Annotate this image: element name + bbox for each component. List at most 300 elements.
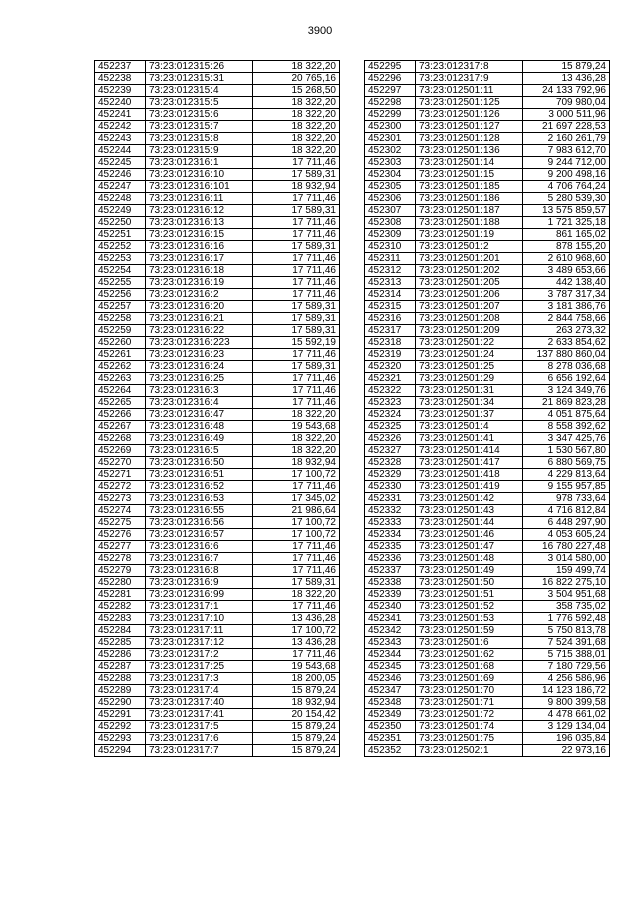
cadastral-value-cell: 4 229 813,64	[523, 469, 610, 481]
cadastral-value-cell: 6 448 297,90	[523, 517, 610, 529]
table-row	[95, 517, 340, 529]
cadastral-number-cell: 73:23:012501:6	[416, 637, 523, 649]
table-row	[365, 721, 610, 733]
table-row	[95, 469, 340, 481]
cadastral-value-cell: 137 880 860,04	[523, 349, 610, 361]
cadastral-value-cell: 17 711,46	[253, 157, 340, 169]
table-row	[95, 481, 340, 493]
cadastral-value-cell: 17 711,46	[253, 553, 340, 565]
cadastral-value-cell: 15 879,24	[523, 61, 610, 73]
cadastral-value-cell: 9 200 498,16	[523, 169, 610, 181]
cadastral-number-cell: 73:23:012501:125	[416, 97, 523, 109]
row-number-cell: 452261	[95, 349, 146, 361]
cadastral-number-cell: 73:23:012316:47	[146, 409, 253, 421]
table-row	[365, 109, 610, 121]
row-number-cell: 452286	[95, 649, 146, 661]
cadastral-number-cell: 73:23:012316:9	[146, 577, 253, 589]
cadastral-value-cell: 878 155,20	[523, 241, 610, 253]
register-table-left	[94, 60, 340, 757]
cadastral-number-cell: 73:23:012501:2	[416, 241, 523, 253]
cadastral-number-cell: 73:23:012316:55	[146, 505, 253, 517]
table-row	[95, 61, 340, 73]
table-row	[95, 121, 340, 133]
cadastral-value-cell: 3 000 511,96	[523, 109, 610, 121]
table-row	[95, 73, 340, 85]
row-number-cell: 452316	[365, 313, 416, 325]
row-number-cell: 452247	[95, 181, 146, 193]
cadastral-value-cell: 17 589,31	[253, 301, 340, 313]
row-number-cell: 452317	[365, 325, 416, 337]
cadastral-value-cell: 18 200,05	[253, 673, 340, 685]
cadastral-number-cell: 73:23:012316:10	[146, 169, 253, 181]
row-number-cell: 452345	[365, 661, 416, 673]
table-row	[365, 697, 610, 709]
table-row	[365, 493, 610, 505]
row-number-cell: 452319	[365, 349, 416, 361]
cadastral-value-cell: 17 711,46	[253, 229, 340, 241]
row-number-cell: 452284	[95, 625, 146, 637]
cadastral-value-cell: 18 322,20	[253, 145, 340, 157]
row-number-cell: 452348	[365, 697, 416, 709]
cadastral-number-cell: 73:23:012317:5	[146, 721, 253, 733]
row-number-cell: 452296	[365, 73, 416, 85]
cadastral-value-cell: 978 733,64	[523, 493, 610, 505]
table-row	[365, 421, 610, 433]
cadastral-value-cell: 263 273,32	[523, 325, 610, 337]
cadastral-value-cell: 5 750 813,78	[523, 625, 610, 637]
cadastral-value-cell: 21 697 228,53	[523, 121, 610, 133]
row-number-cell: 452245	[95, 157, 146, 169]
cadastral-number-cell: 73:23:012316:12	[146, 205, 253, 217]
table-row	[365, 457, 610, 469]
cadastral-number-cell: 73:23:012501:187	[416, 205, 523, 217]
cadastral-value-cell: 17 711,46	[253, 253, 340, 265]
row-number-cell: 452243	[95, 133, 146, 145]
cadastral-number-cell: 73:23:012501:41	[416, 433, 523, 445]
row-number-cell: 452279	[95, 565, 146, 577]
table-row	[365, 361, 610, 373]
cadastral-number-cell: 73:23:012501:49	[416, 565, 523, 577]
table-row	[95, 109, 340, 121]
row-number-cell: 452341	[365, 613, 416, 625]
cadastral-number-cell: 73:23:012501:53	[416, 613, 523, 625]
cadastral-value-cell: 13 436,28	[253, 613, 340, 625]
row-number-cell: 452251	[95, 229, 146, 241]
row-number-cell: 452333	[365, 517, 416, 529]
table-row	[95, 709, 340, 721]
cadastral-value-cell: 17 711,46	[253, 385, 340, 397]
row-number-cell: 452347	[365, 685, 416, 697]
cadastral-number-cell: 73:23:012317:12	[146, 637, 253, 649]
table-row	[95, 673, 340, 685]
cadastral-number-cell: 73:23:012316:11	[146, 193, 253, 205]
table-row	[365, 529, 610, 541]
cadastral-value-cell: 709 980,04	[523, 97, 610, 109]
table-row	[365, 193, 610, 205]
row-number-cell: 452332	[365, 505, 416, 517]
table-row	[95, 85, 340, 97]
row-number-cell: 452311	[365, 253, 416, 265]
table-row	[365, 73, 610, 85]
cadastral-number-cell: 73:23:012317:11	[146, 625, 253, 637]
row-number-cell: 452351	[365, 733, 416, 745]
cadastral-number-cell: 73:23:012316:13	[146, 217, 253, 229]
cadastral-value-cell: 20 765,16	[253, 73, 340, 85]
cadastral-value-cell: 2 844 758,66	[523, 313, 610, 325]
cadastral-number-cell: 73:23:012315:4	[146, 85, 253, 97]
cadastral-number-cell: 73:23:012501:209	[416, 325, 523, 337]
table-row	[95, 241, 340, 253]
table-row	[95, 745, 340, 757]
row-number-cell: 452336	[365, 553, 416, 565]
cadastral-number-cell: 73:23:012501:19	[416, 229, 523, 241]
row-number-cell: 452315	[365, 301, 416, 313]
cadastral-value-cell: 4 053 605,24	[523, 529, 610, 541]
table-row	[95, 277, 340, 289]
table-row	[95, 721, 340, 733]
row-number-cell: 452246	[95, 169, 146, 181]
cadastral-value-cell: 3 129 134,04	[523, 721, 610, 733]
cadastral-number-cell: 73:23:012501:136	[416, 145, 523, 157]
cadastral-value-cell: 4 706 764,24	[523, 181, 610, 193]
cadastral-number-cell: 73:23:012501:201	[416, 253, 523, 265]
table-row	[365, 445, 610, 457]
table-row	[365, 301, 610, 313]
row-number-cell: 452304	[365, 169, 416, 181]
cadastral-number-cell: 73:23:012316:48	[146, 421, 253, 433]
cadastral-number-cell: 73:23:012501:29	[416, 373, 523, 385]
cadastral-number-cell: 73:23:012317:40	[146, 697, 253, 709]
row-number-cell: 452248	[95, 193, 146, 205]
row-number-cell: 452323	[365, 397, 416, 409]
table-row	[365, 337, 610, 349]
cadastral-value-cell: 3 489 653,66	[523, 265, 610, 277]
row-number-cell: 452280	[95, 577, 146, 589]
cadastral-number-cell: 73:23:012316:15	[146, 229, 253, 241]
cadastral-number-cell: 73:23:012501:24	[416, 349, 523, 361]
cadastral-number-cell: 73:23:012501:70	[416, 685, 523, 697]
table-row	[365, 745, 610, 757]
table-row	[95, 193, 340, 205]
cadastral-number-cell: 73:23:012501:418	[416, 469, 523, 481]
table-row	[365, 637, 610, 649]
page-number: 3900	[307, 25, 333, 37]
cadastral-number-cell: 73:23:012316:25	[146, 373, 253, 385]
cadastral-value-cell: 442 138,40	[523, 277, 610, 289]
row-number-cell: 452338	[365, 577, 416, 589]
row-number-cell: 452260	[95, 337, 146, 349]
cadastral-number-cell: 73:23:012501:207	[416, 301, 523, 313]
cadastral-value-cell: 17 711,46	[253, 481, 340, 493]
table-row	[95, 625, 340, 637]
cadastral-value-cell: 2 610 968,60	[523, 253, 610, 265]
cadastral-number-cell: 73:23:012501:71	[416, 697, 523, 709]
table-row	[365, 661, 610, 673]
cadastral-number-cell: 73:23:012501:206	[416, 289, 523, 301]
cadastral-value-cell: 3 124 349,76	[523, 385, 610, 397]
row-number-cell: 452237	[95, 61, 146, 73]
cadastral-value-cell: 18 322,20	[253, 133, 340, 145]
row-number-cell: 452249	[95, 205, 146, 217]
cadastral-number-cell: 73:23:012501:25	[416, 361, 523, 373]
cadastral-value-cell: 5 715 388,01	[523, 649, 610, 661]
row-number-cell: 452252	[95, 241, 146, 253]
table-row	[95, 649, 340, 661]
row-number-cell: 452322	[365, 385, 416, 397]
table-row	[95, 217, 340, 229]
row-number-cell: 452314	[365, 289, 416, 301]
row-number-cell: 452329	[365, 469, 416, 481]
row-number-cell: 452263	[95, 373, 146, 385]
row-number-cell: 452346	[365, 673, 416, 685]
row-number-cell: 452328	[365, 457, 416, 469]
cadastral-value-cell: 3 504 951,68	[523, 589, 610, 601]
table-row	[365, 313, 610, 325]
cadastral-value-cell: 17 589,31	[253, 313, 340, 325]
cadastral-value-cell: 7 524 391,68	[523, 637, 610, 649]
row-number-cell: 452238	[95, 73, 146, 85]
cadastral-number-cell: 73:23:012316:49	[146, 433, 253, 445]
row-number-cell: 452327	[365, 445, 416, 457]
row-number-cell: 452340	[365, 601, 416, 613]
row-number-cell: 452312	[365, 265, 416, 277]
cadastral-number-cell: 73:23:012501:50	[416, 577, 523, 589]
cadastral-value-cell: 8 558 392,62	[523, 421, 610, 433]
cadastral-number-cell: 73:23:012316:23	[146, 349, 253, 361]
table-row	[365, 481, 610, 493]
row-number-cell: 452297	[365, 85, 416, 97]
cadastral-number-cell: 73:23:012316:57	[146, 529, 253, 541]
table-row	[365, 553, 610, 565]
row-number-cell: 452264	[95, 385, 146, 397]
cadastral-value-cell: 15 879,24	[253, 721, 340, 733]
cadastral-number-cell: 73:23:012316:101	[146, 181, 253, 193]
cadastral-value-cell: 159 499,74	[523, 565, 610, 577]
cadastral-number-cell: 73:23:012316:17	[146, 253, 253, 265]
table-row	[365, 289, 610, 301]
row-number-cell: 452301	[365, 133, 416, 145]
cadastral-value-cell: 17 711,46	[253, 541, 340, 553]
cadastral-value-cell: 17 711,46	[253, 565, 340, 577]
cadastral-value-cell: 7 180 729,56	[523, 661, 610, 673]
row-number-cell: 452302	[365, 145, 416, 157]
row-number-cell: 452300	[365, 121, 416, 133]
row-number-cell: 452325	[365, 421, 416, 433]
row-number-cell: 452290	[95, 697, 146, 709]
cadastral-number-cell: 73:23:012501:126	[416, 109, 523, 121]
table-row	[95, 145, 340, 157]
cadastral-value-cell: 15 879,24	[253, 733, 340, 745]
row-number-cell: 452343	[365, 637, 416, 649]
table-row	[365, 157, 610, 169]
row-number-cell: 452266	[95, 409, 146, 421]
row-number-cell: 452258	[95, 313, 146, 325]
cadastral-number-cell: 73:23:012317:9	[416, 73, 523, 85]
table-row	[365, 61, 610, 73]
table-row	[365, 505, 610, 517]
cadastral-number-cell: 73:23:012316:19	[146, 277, 253, 289]
table-row	[365, 325, 610, 337]
row-number-cell: 452239	[95, 85, 146, 97]
cadastral-number-cell: 73:23:012317:2	[146, 649, 253, 661]
row-number-cell: 452282	[95, 601, 146, 613]
table-row	[365, 265, 610, 277]
cadastral-number-cell: 73:23:012316:21	[146, 313, 253, 325]
cadastral-value-cell: 15 592,19	[253, 337, 340, 349]
cadastral-value-cell: 18 932,94	[253, 181, 340, 193]
cadastral-value-cell: 17 100,72	[253, 529, 340, 541]
cadastral-number-cell: 73:23:012315:6	[146, 109, 253, 121]
cadastral-value-cell: 18 932,94	[253, 697, 340, 709]
row-number-cell: 452250	[95, 217, 146, 229]
table-row	[365, 541, 610, 553]
cadastral-number-cell: 73:23:012501:51	[416, 589, 523, 601]
row-number-cell: 452283	[95, 613, 146, 625]
table-row	[365, 217, 610, 229]
table-row	[95, 433, 340, 445]
row-number-cell: 452293	[95, 733, 146, 745]
row-number-cell: 452298	[365, 97, 416, 109]
table-row	[365, 733, 610, 745]
row-number-cell: 452262	[95, 361, 146, 373]
cadastral-number-cell: 73:23:012316:6	[146, 541, 253, 553]
row-number-cell: 452339	[365, 589, 416, 601]
cadastral-value-cell: 196 035,84	[523, 733, 610, 745]
cadastral-number-cell: 73:23:012501:127	[416, 121, 523, 133]
cadastral-value-cell: 21 869 823,28	[523, 397, 610, 409]
cadastral-number-cell: 73:23:012501:4	[416, 421, 523, 433]
table-row	[95, 613, 340, 625]
row-number-cell: 452241	[95, 109, 146, 121]
cadastral-value-cell: 17 100,72	[253, 625, 340, 637]
table-row	[365, 469, 610, 481]
table-row	[95, 445, 340, 457]
cadastral-number-cell: 73:23:012315:8	[146, 133, 253, 145]
cadastral-number-cell: 73:23:012317:4	[146, 685, 253, 697]
cadastral-value-cell: 3 787 317,34	[523, 289, 610, 301]
table-row	[95, 97, 340, 109]
row-number-cell: 452352	[365, 745, 416, 757]
table-row	[95, 289, 340, 301]
cadastral-value-cell: 17 711,46	[253, 289, 340, 301]
cadastral-value-cell: 8 278 036,68	[523, 361, 610, 373]
table-row	[365, 409, 610, 421]
cadastral-value-cell: 13 436,28	[253, 637, 340, 649]
row-number-cell: 452270	[95, 457, 146, 469]
row-number-cell: 452320	[365, 361, 416, 373]
cadastral-value-cell: 15 879,24	[253, 745, 340, 757]
row-number-cell: 452267	[95, 421, 146, 433]
cadastral-value-cell: 9 244 712,00	[523, 157, 610, 169]
cadastral-value-cell: 16 822 275,10	[523, 577, 610, 589]
cadastral-value-cell: 13 575 859,57	[523, 205, 610, 217]
table-row	[365, 229, 610, 241]
cadastral-number-cell: 73:23:012501:205	[416, 277, 523, 289]
table-row	[95, 205, 340, 217]
cadastral-number-cell: 73:23:012501:419	[416, 481, 523, 493]
row-number-cell: 452294	[95, 745, 146, 757]
table-row	[365, 685, 610, 697]
table-row	[365, 85, 610, 97]
cadastral-value-cell: 17 711,46	[253, 277, 340, 289]
table-row	[95, 253, 340, 265]
table-row	[365, 121, 610, 133]
table-row	[95, 181, 340, 193]
table-row	[95, 457, 340, 469]
cadastral-number-cell: 73:23:012315:9	[146, 145, 253, 157]
cadastral-number-cell: 73:23:012501:202	[416, 265, 523, 277]
cadastral-number-cell: 73:23:012501:15	[416, 169, 523, 181]
cadastral-value-cell: 20 154,42	[253, 709, 340, 721]
register-table-right	[364, 60, 610, 757]
table-row	[95, 157, 340, 169]
cadastral-number-cell: 73:23:012317:7	[146, 745, 253, 757]
cadastral-value-cell: 22 973,16	[523, 745, 610, 757]
row-number-cell: 452335	[365, 541, 416, 553]
row-number-cell: 452271	[95, 469, 146, 481]
cadastral-value-cell: 17 589,31	[253, 169, 340, 181]
cadastral-number-cell: 73:23:012316:99	[146, 589, 253, 601]
cadastral-number-cell: 73:23:012316:56	[146, 517, 253, 529]
cadastral-value-cell: 17 711,46	[253, 193, 340, 205]
row-number-cell: 452276	[95, 529, 146, 541]
cadastral-number-cell: 73:23:012501:68	[416, 661, 523, 673]
table-row	[95, 313, 340, 325]
cadastral-number-cell: 73:23:012317:1	[146, 601, 253, 613]
row-number-cell: 452274	[95, 505, 146, 517]
row-number-cell: 452306	[365, 193, 416, 205]
cadastral-value-cell: 1 530 567,80	[523, 445, 610, 457]
table-row	[365, 373, 610, 385]
table-row	[365, 385, 610, 397]
table-row	[365, 133, 610, 145]
table-row	[95, 325, 340, 337]
table-row	[365, 565, 610, 577]
cadastral-value-cell: 16 780 227,48	[523, 541, 610, 553]
cadastral-number-cell: 73:23:012316:5	[146, 445, 253, 457]
cadastral-value-cell: 6 656 192,64	[523, 373, 610, 385]
cadastral-number-cell: 73:23:012501:59	[416, 625, 523, 637]
cadastral-value-cell: 3 347 425,76	[523, 433, 610, 445]
cadastral-number-cell: 73:23:012317:3	[146, 673, 253, 685]
cadastral-number-cell: 73:23:012501:37	[416, 409, 523, 421]
cadastral-number-cell: 73:23:012316:2	[146, 289, 253, 301]
row-number-cell: 452253	[95, 253, 146, 265]
cadastral-number-cell: 73:23:012501:208	[416, 313, 523, 325]
cadastral-value-cell: 17 100,72	[253, 469, 340, 481]
cadastral-value-cell: 17 711,46	[253, 217, 340, 229]
table-row	[365, 625, 610, 637]
cadastral-number-cell: 73:23:012317:8	[416, 61, 523, 73]
cadastral-value-cell: 18 322,20	[253, 409, 340, 421]
cadastral-value-cell: 15 268,50	[253, 85, 340, 97]
cadastral-value-cell: 18 932,94	[253, 457, 340, 469]
cadastral-number-cell: 73:23:012316:22	[146, 325, 253, 337]
cadastral-value-cell: 4 256 586,96	[523, 673, 610, 685]
row-number-cell: 452278	[95, 553, 146, 565]
row-number-cell: 452308	[365, 217, 416, 229]
cadastral-number-cell: 73:23:012501:188	[416, 217, 523, 229]
row-number-cell: 452288	[95, 673, 146, 685]
row-number-cell: 452299	[365, 109, 416, 121]
cadastral-value-cell: 18 322,20	[253, 589, 340, 601]
table-row	[95, 169, 340, 181]
cadastral-value-cell: 2 633 854,62	[523, 337, 610, 349]
row-number-cell: 452310	[365, 241, 416, 253]
cadastral-value-cell: 2 160 261,79	[523, 133, 610, 145]
row-number-cell: 452350	[365, 721, 416, 733]
cadastral-value-cell: 17 100,72	[253, 517, 340, 529]
